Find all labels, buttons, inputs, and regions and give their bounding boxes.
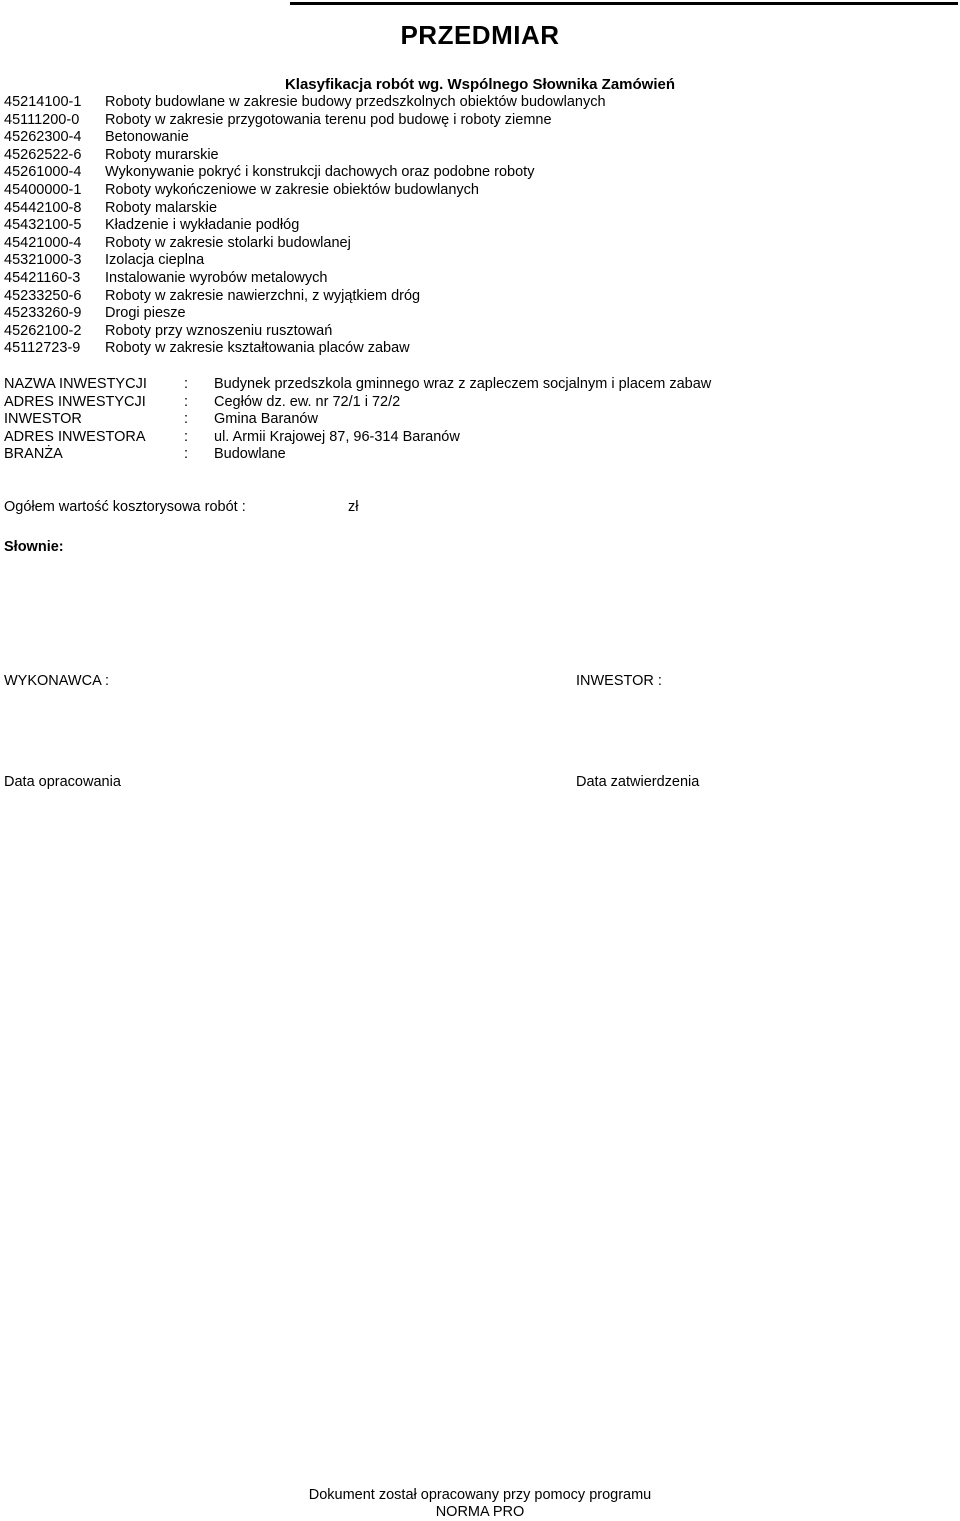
cpv-code: 45262300-4 — [4, 129, 82, 146]
cpv-code: 45233250-6 — [4, 287, 82, 304]
cpv-row — [4, 217, 954, 235]
cpv-description: Drogi piesze — [105, 305, 186, 322]
cpv-description: Roboty budowlane w zakresie budowy przedszkolnych obiektów budowlanych — [105, 94, 606, 110]
cpv-code: 45432100-5 — [4, 217, 82, 234]
info-separator: : — [184, 428, 189, 445]
info-row-investment-address — [4, 394, 954, 412]
cpv-row — [4, 94, 954, 112]
cpv-row — [4, 200, 954, 218]
cpv-code: 45261000-4 — [4, 164, 82, 181]
info-separator: : — [184, 411, 189, 428]
cpv-description: Roboty przy wznoszeniu rusztowań — [105, 322, 333, 339]
cpv-description: Roboty murarskie — [105, 146, 219, 163]
cpv-row — [4, 252, 954, 270]
contractor-signature-label: WYKONAWCA : — [4, 673, 109, 689]
cpv-description: Roboty w zakresie nawierzchni, z wyjątkiem dróg — [105, 287, 421, 304]
cpv-code: 45111200-0 — [4, 111, 80, 128]
cpv-description: Roboty wykończeniowe w zakresie obiektów budowlanych — [105, 181, 479, 198]
info-value: Budynek przedszkola gminnego wraz z zapleczem socjalnym i placem zabaw — [214, 376, 712, 392]
info-separator: : — [184, 376, 189, 392]
info-value: Cegłów dz. ew. nr 72/1 i 72/2 — [214, 393, 401, 410]
cpv-code: 45400000-1 — [4, 181, 82, 198]
info-label: BRANŻA — [4, 446, 63, 463]
footer-note — [0, 1487, 960, 1521]
cpv-description: Betonowanie — [105, 129, 189, 146]
total-cost-unit: zł — [348, 499, 359, 515]
cpv-row — [4, 288, 954, 306]
total-cost — [4, 498, 358, 516]
footer-line: Dokument został opracowany przy pomocy programu — [308, 1487, 652, 1503]
cpv-code: 45321000-3 — [4, 252, 82, 269]
cpv-row — [4, 129, 954, 147]
cpv-row — [4, 235, 954, 253]
cpv-description: Roboty w zakresie przygotowania terenu pod budowę i roboty ziemne — [105, 111, 552, 128]
info-label: ADRES INWESTYCJI — [4, 393, 146, 410]
info-separator: : — [184, 446, 189, 463]
top-rule — [290, 2, 958, 5]
cpv-row — [4, 112, 954, 130]
cpv-code: 45233260-9 — [4, 305, 82, 322]
info-label: INWESTOR — [4, 411, 82, 428]
info-label: NAZWA INWESTYCJI — [4, 376, 147, 392]
cpv-description: Roboty w zakresie stolarki budowlanej — [105, 234, 351, 251]
info-row-investor-address — [4, 429, 954, 447]
info-value: Gmina Baranów — [214, 411, 318, 428]
info-label: ADRES INWESTORA — [4, 428, 146, 445]
info-row-investor — [4, 411, 954, 429]
cpv-code: 45262522-6 — [4, 146, 82, 163]
cpv-description: Izolacja cieplna — [105, 252, 205, 269]
cpv-row — [4, 147, 954, 165]
cpv-description: Roboty w zakresie kształtowania placów zabaw — [105, 340, 410, 357]
info-row-trade — [4, 446, 954, 464]
cpv-description: Instalowanie wyrobów metalowych — [105, 269, 328, 286]
classification-heading: Klasyfikacja robót wg. Wspólnego Słownika Zamówień — [284, 76, 676, 93]
cpv-code: 45112723-9 — [4, 340, 81, 357]
investment-info — [4, 376, 954, 464]
cpv-row — [4, 305, 954, 323]
info-value: Budowlane — [214, 446, 286, 463]
cpv-code: 45262100-2 — [4, 322, 82, 339]
investor-signature-label: INWESTOR : — [576, 673, 662, 689]
cpv-code: 45214100-1 — [4, 94, 82, 110]
cpv-description: Wykonywanie pokryć i konstrukcji dachowych oraz podobne roboty — [105, 164, 535, 181]
cpv-row — [4, 323, 954, 341]
amount-in-words-label: Słownie: — [4, 539, 64, 555]
cpv-row — [4, 164, 954, 182]
info-row-investment-name — [4, 376, 954, 394]
approved-date-label: Data zatwierdzenia — [576, 774, 700, 790]
prepared-date-label: Data opracowania — [4, 774, 121, 790]
info-separator: : — [184, 393, 189, 410]
cpv-row — [4, 270, 954, 288]
cpv-description: Roboty malarskie — [105, 199, 218, 216]
page-title: PRZEDMIAR — [400, 20, 560, 50]
cpv-description: Kładzenie i wykładanie podłóg — [105, 217, 300, 234]
cpv-code: 45442100-8 — [4, 199, 82, 216]
cpv-code-list — [4, 94, 954, 358]
software-name: NORMA PRO — [435, 1504, 525, 1520]
cpv-row — [4, 182, 954, 200]
cpv-row — [4, 340, 954, 358]
total-cost-label: Ogółem wartość kosztorysowa robót : — [4, 499, 246, 515]
cpv-code: 45421160-3 — [4, 269, 81, 286]
cpv-code: 45421000-4 — [4, 234, 82, 251]
info-value: ul. Armii Krajowej 87, 96-314 Baranów — [214, 428, 460, 445]
